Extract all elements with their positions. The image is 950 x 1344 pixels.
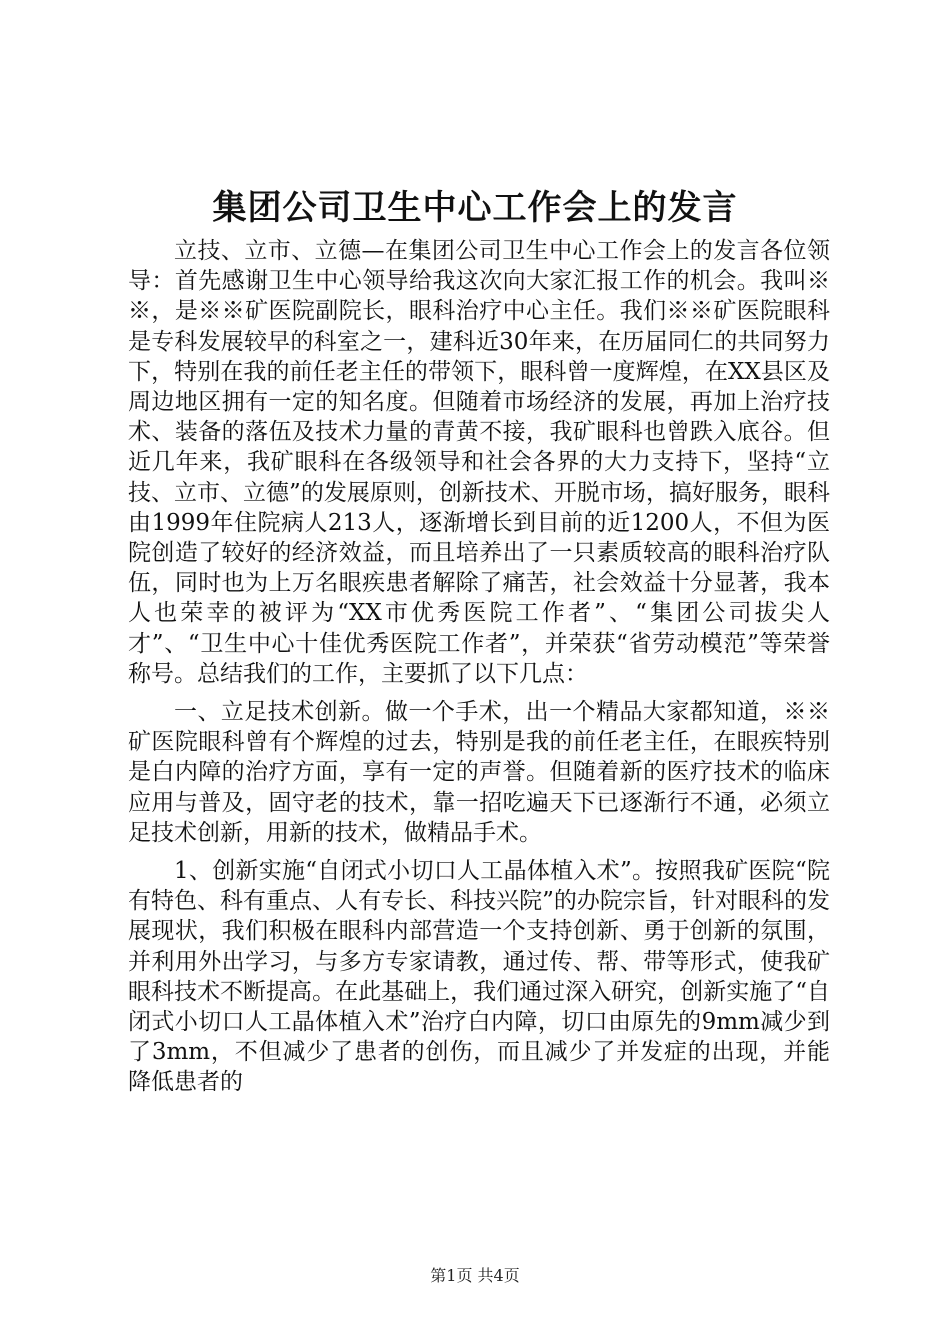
page-number-footer: 第1页 共4页 bbox=[430, 1266, 520, 1285]
document-body bbox=[128, 236, 830, 1098]
paragraph-item-one: 1、创新实施“自闭式小切口人工晶体植入术”。按照我矿医院“院有特色、科有重点、人有专长、科技兴院”的办院宗旨，针对眼科的发展现状，我们积极在眼科内部营造一个支持创新、勇于创新的氛围，并利用外出学习，与多方专家请教，通过传、帮、带等形式，使我矿眼科技术不断提高。在此基础上，我们通过深入研究，创新实施了“自闭式小切口人工晶体植入术”治疗白内障，切口由原先的9mm减少到了3mm，不但减少了患者的创伤，而且减少了并发症的出现，并能降低患者的 bbox=[128, 858, 830, 1096]
document-title: 集团公司卫生中心工作会上的发言 bbox=[212, 188, 738, 228]
paragraph-intro: 立技、立市、立德—在集团公司卫生中心工作会上的发言各位领导：首先感谢卫生中心领导给我这次向大家汇报工作的机会。我叫※※，是※※矿医院副院长，眼科治疗中心主任。我们※※矿医院眼科是专科发展较早的科室之一，建科近30年来，在历届同仁的共同努力下，特别在我的前任老主任的带领下，眼科曾一度辉煌，在XX县区及周边地区拥有一定的知名度。但随着市场经济的发展，再加上治疗技术、装备的落伍及技术力量的青黄不接，我矿眼科也曾跌入底谷。但近几年来，我矿眼科在各级领导和社会各界的大力支持下，坚持“立技、立市、立德”的发展原则，创新技术、开脱市场，搞好服务，眼科由1999年住院病人213人，逐渐增长到目前的近1200人，不但为医院创造了较好的经济效益，而且培养出了一只素质较高的眼科治疗队伍，同时也为上万名眼疾患者解除了痛苦，社会效益十分显著，我本人也荣幸的被评为“XX市优秀医院工作者”、“集团公司拔尖人才”、“卫生中心十佳优秀医院工作者”，并荣获“省劳动模范”等荣誉称号。总结我们的工作，主要抓了以下几点： bbox=[128, 238, 830, 687]
paragraph-section-one: 一、立足技术创新。做一个手术，出一个精品大家都知道，※※矿医院眼科曾有个辉煌的过去，特别是我的前任老主任，在眼疾特别是白内障的治疗方面，享有一定的声誉。但随着新的医疗技术的临床应用与普及，固守老的技术，靠一招吃遍天下已逐渐行不通，必须立足技术创新，用新的技术，做精品手术。 bbox=[128, 699, 830, 846]
